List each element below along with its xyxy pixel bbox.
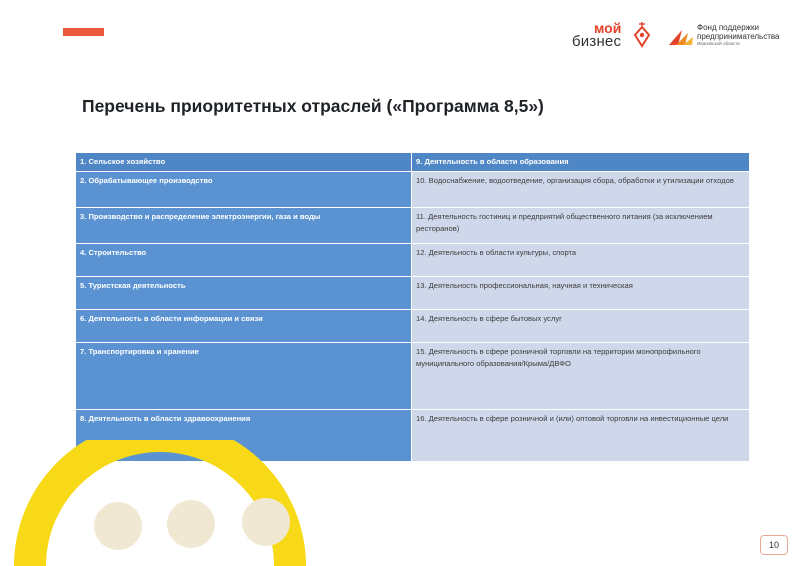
table-row [76,342,750,409]
fund-support-logo [668,23,786,49]
sector-cell-right: 10. Водоснабжение, водоотведение, организация сбора, обработки и утилизации отходов [412,171,750,207]
sector-cell-right: 15. Деятельность в сфере розничной торговли на территории монопрофильного муниципального образования/Крыма/ДВФО [412,342,750,409]
sector-cell-left: 2. Обрабатывающее производство [76,171,412,207]
fund-logo-line2: предпринимательства [697,32,780,41]
table-row [76,276,750,309]
sector-cell-right: 9. Деятельность в области образования [412,153,750,172]
table-row [76,171,750,207]
fund-logo-icon [668,27,694,47]
beige-circle-shape [242,498,290,546]
sector-cell-left: 5. Туристская деятельность [76,276,412,309]
sector-cell-left: 6. Деятельность в области информации и связи [76,309,412,342]
accent-bar [63,28,104,36]
fund-logo-line3: Ивановской области [697,41,740,46]
beige-circle-shape [167,500,215,548]
table-row [76,153,750,172]
sector-cell-right: 11. Деятельность гостиниц и предприятий общественного питания (за исключением ресторанов) [412,207,750,243]
sector-cell-left: 3. Производство и распределение электроэнергии, газа и воды [76,207,412,243]
moy-biznes-emblem-icon [632,20,652,50]
logo-moy-line2: бизнес [572,33,622,50]
sector-cell-left: 1. Сельское хозяйство [76,153,412,172]
sector-cell-left: 8. Деятельность в области здравоохранения [76,409,412,461]
sector-cell-right: 16. Деятельность в сфере розничной и (или) оптовой торговли на инвестиционные цели [412,409,750,461]
sector-cell-right: 14. Деятельность в сфере бытовых услуг [412,309,750,342]
sector-cell-left: 4. Строительство [76,243,412,276]
table-row [76,309,750,342]
fund-logo-line1: Фонд поддержки [697,23,759,32]
page-number: 10 [760,535,788,555]
moy-biznes-logo [572,18,662,54]
decorative-shapes [0,440,320,566]
logo-moy-line1: мой [594,20,622,36]
table-row [76,207,750,243]
sector-cell-right: 12. Деятельность в области культуры, спорта [412,243,750,276]
page-title: Перечень приоритетных отраслей («Программа 8,5») [82,96,544,116]
priority-sectors-table [75,152,750,462]
beige-circle-shape [94,502,142,550]
table-row [76,243,750,276]
sector-cell-left: 7. Транспортировка и хранение [76,342,412,409]
sector-cell-right: 13. Деятельность профессиональная, научная и техническая [412,276,750,309]
